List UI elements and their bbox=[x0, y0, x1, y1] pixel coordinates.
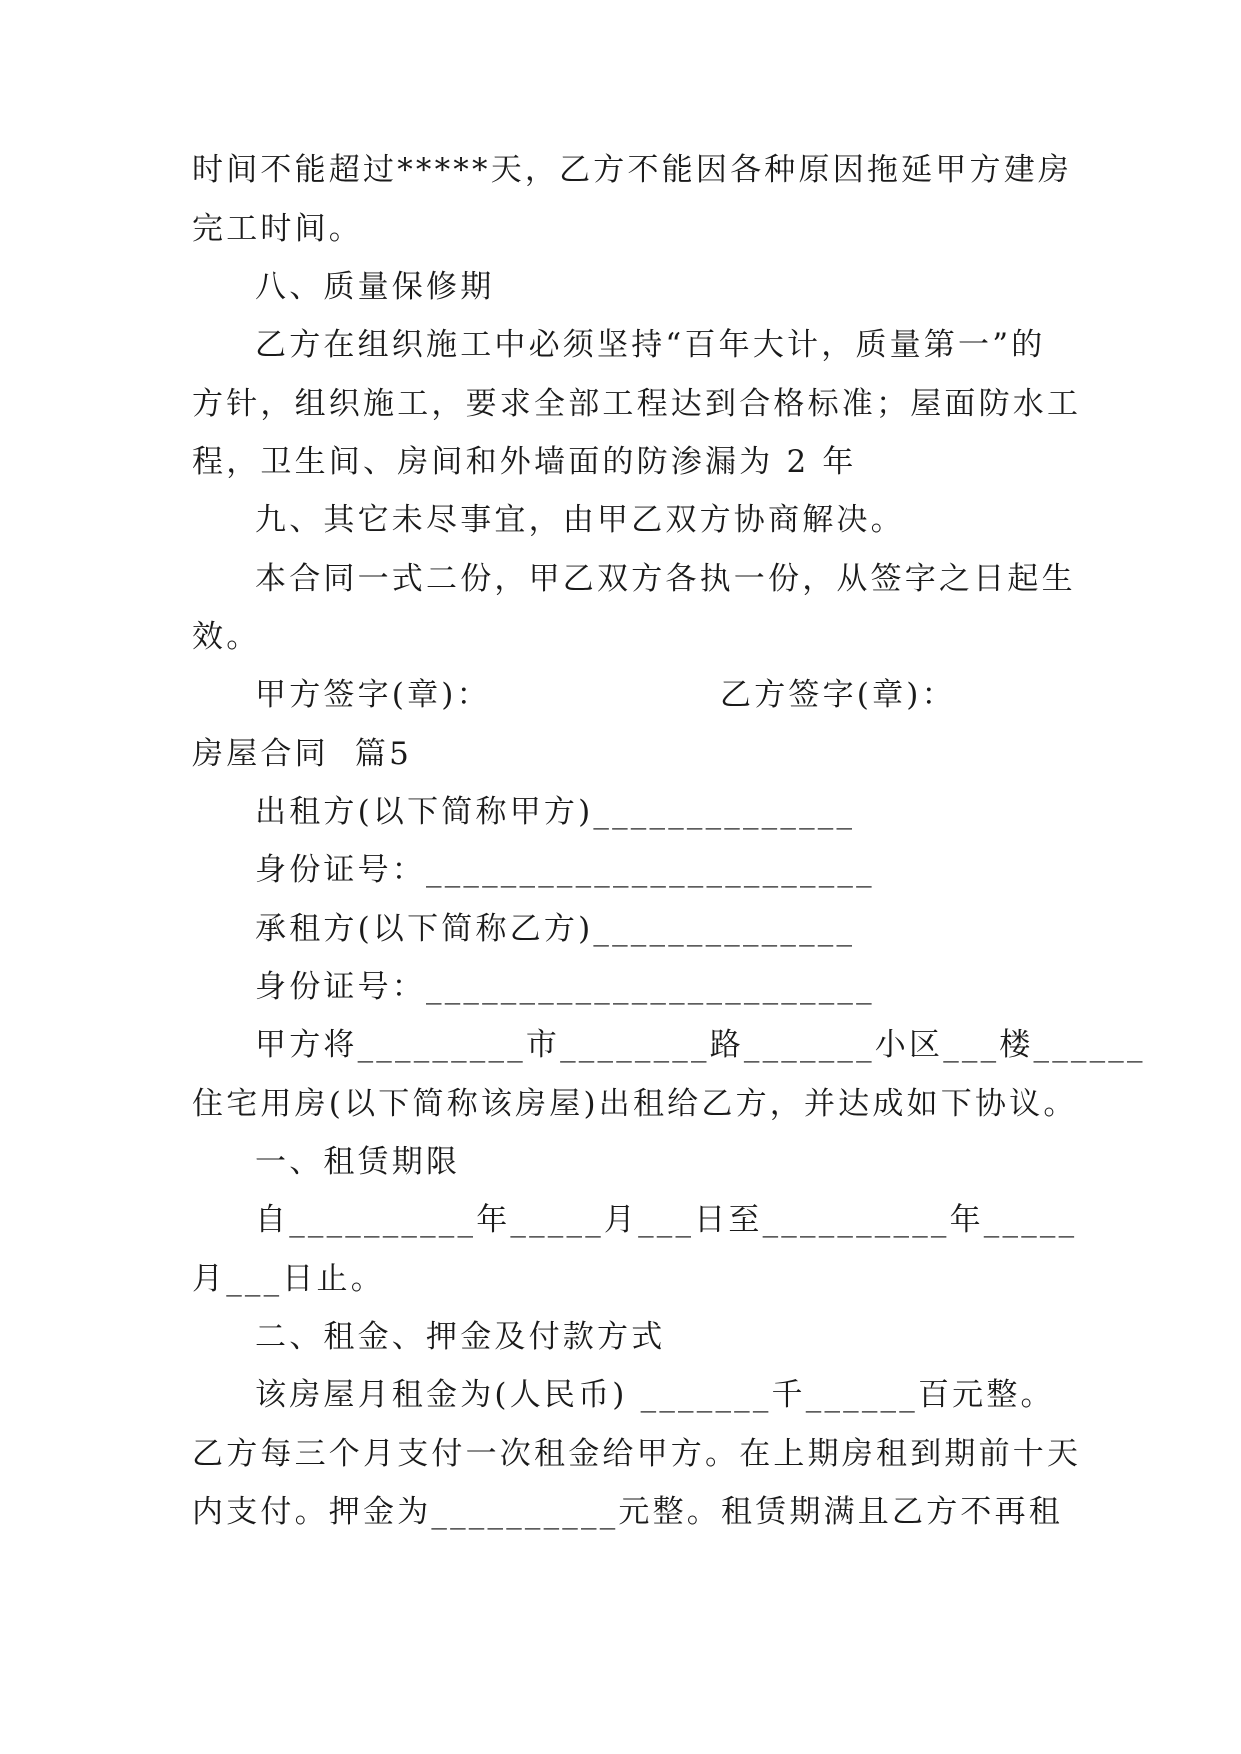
lessor-field-line: 出租方(以下简称甲方)______________ bbox=[255, 794, 856, 830]
body-text-line: 完工时间。 bbox=[192, 211, 363, 247]
lessor-id-field-line: 身份证号：________________________ bbox=[255, 852, 875, 888]
contract-title: 房屋合同 篇5 bbox=[192, 736, 413, 772]
body-text-line: 效。 bbox=[192, 619, 261, 655]
address-field-line: 甲方将_________市________路_______小区___楼______ bbox=[255, 1027, 1146, 1063]
party-a-signature-label: 甲方签字(章)： bbox=[255, 677, 491, 713]
body-text-line: 九、其它未尽事宜，由甲乙双方协商解决。 bbox=[255, 502, 905, 538]
rent-field-line: 该房屋月租金为(人民币) _______千______百元整。 bbox=[255, 1377, 1055, 1413]
deposit-field-line: 内支付。押金为__________元整。租赁期满且乙方不再租 bbox=[192, 1494, 1063, 1530]
body-text-line: 方针，组织施工，要求全部工程达到合格标准；屋面防水工 bbox=[192, 386, 1082, 422]
section-heading: 一、租赁期限 bbox=[255, 1144, 461, 1180]
body-text-line: 本合同一式二份，甲乙双方各执一份，从签字之日起生 bbox=[255, 561, 1076, 597]
body-text-line: 乙方每三个月支付一次租金给甲方。在上期房租到期前十天 bbox=[192, 1436, 1082, 1472]
body-text-line: 乙方在组织施工中必须坚持“百年大计，质量第一”的 bbox=[255, 327, 1046, 363]
lessee-id-field-line: 身份证号：________________________ bbox=[255, 969, 875, 1005]
body-text-line: 程，卫生间、房间和外墙面的防渗漏为 2 年 bbox=[192, 444, 857, 480]
party-b-signature-label: 乙方签字(章)： bbox=[720, 677, 956, 713]
section-heading: 八、质量保修期 bbox=[255, 269, 495, 305]
body-text-line: 住宅用房(以下简称该房屋)出租给乙方，并达成如下协议。 bbox=[192, 1086, 1078, 1122]
body-text-line: 时间不能超过*****天，乙方不能因各种原因拖延甲方建房 bbox=[192, 152, 1073, 188]
lease-term-field-line: 月___日止。 bbox=[192, 1261, 385, 1297]
lease-term-field-line: 自__________年_____月___日至__________年_____ bbox=[255, 1202, 1078, 1238]
section-heading: 二、租金、押金及付款方式 bbox=[255, 1319, 666, 1355]
lessee-field-line: 承租方(以下简称乙方)______________ bbox=[255, 911, 856, 947]
